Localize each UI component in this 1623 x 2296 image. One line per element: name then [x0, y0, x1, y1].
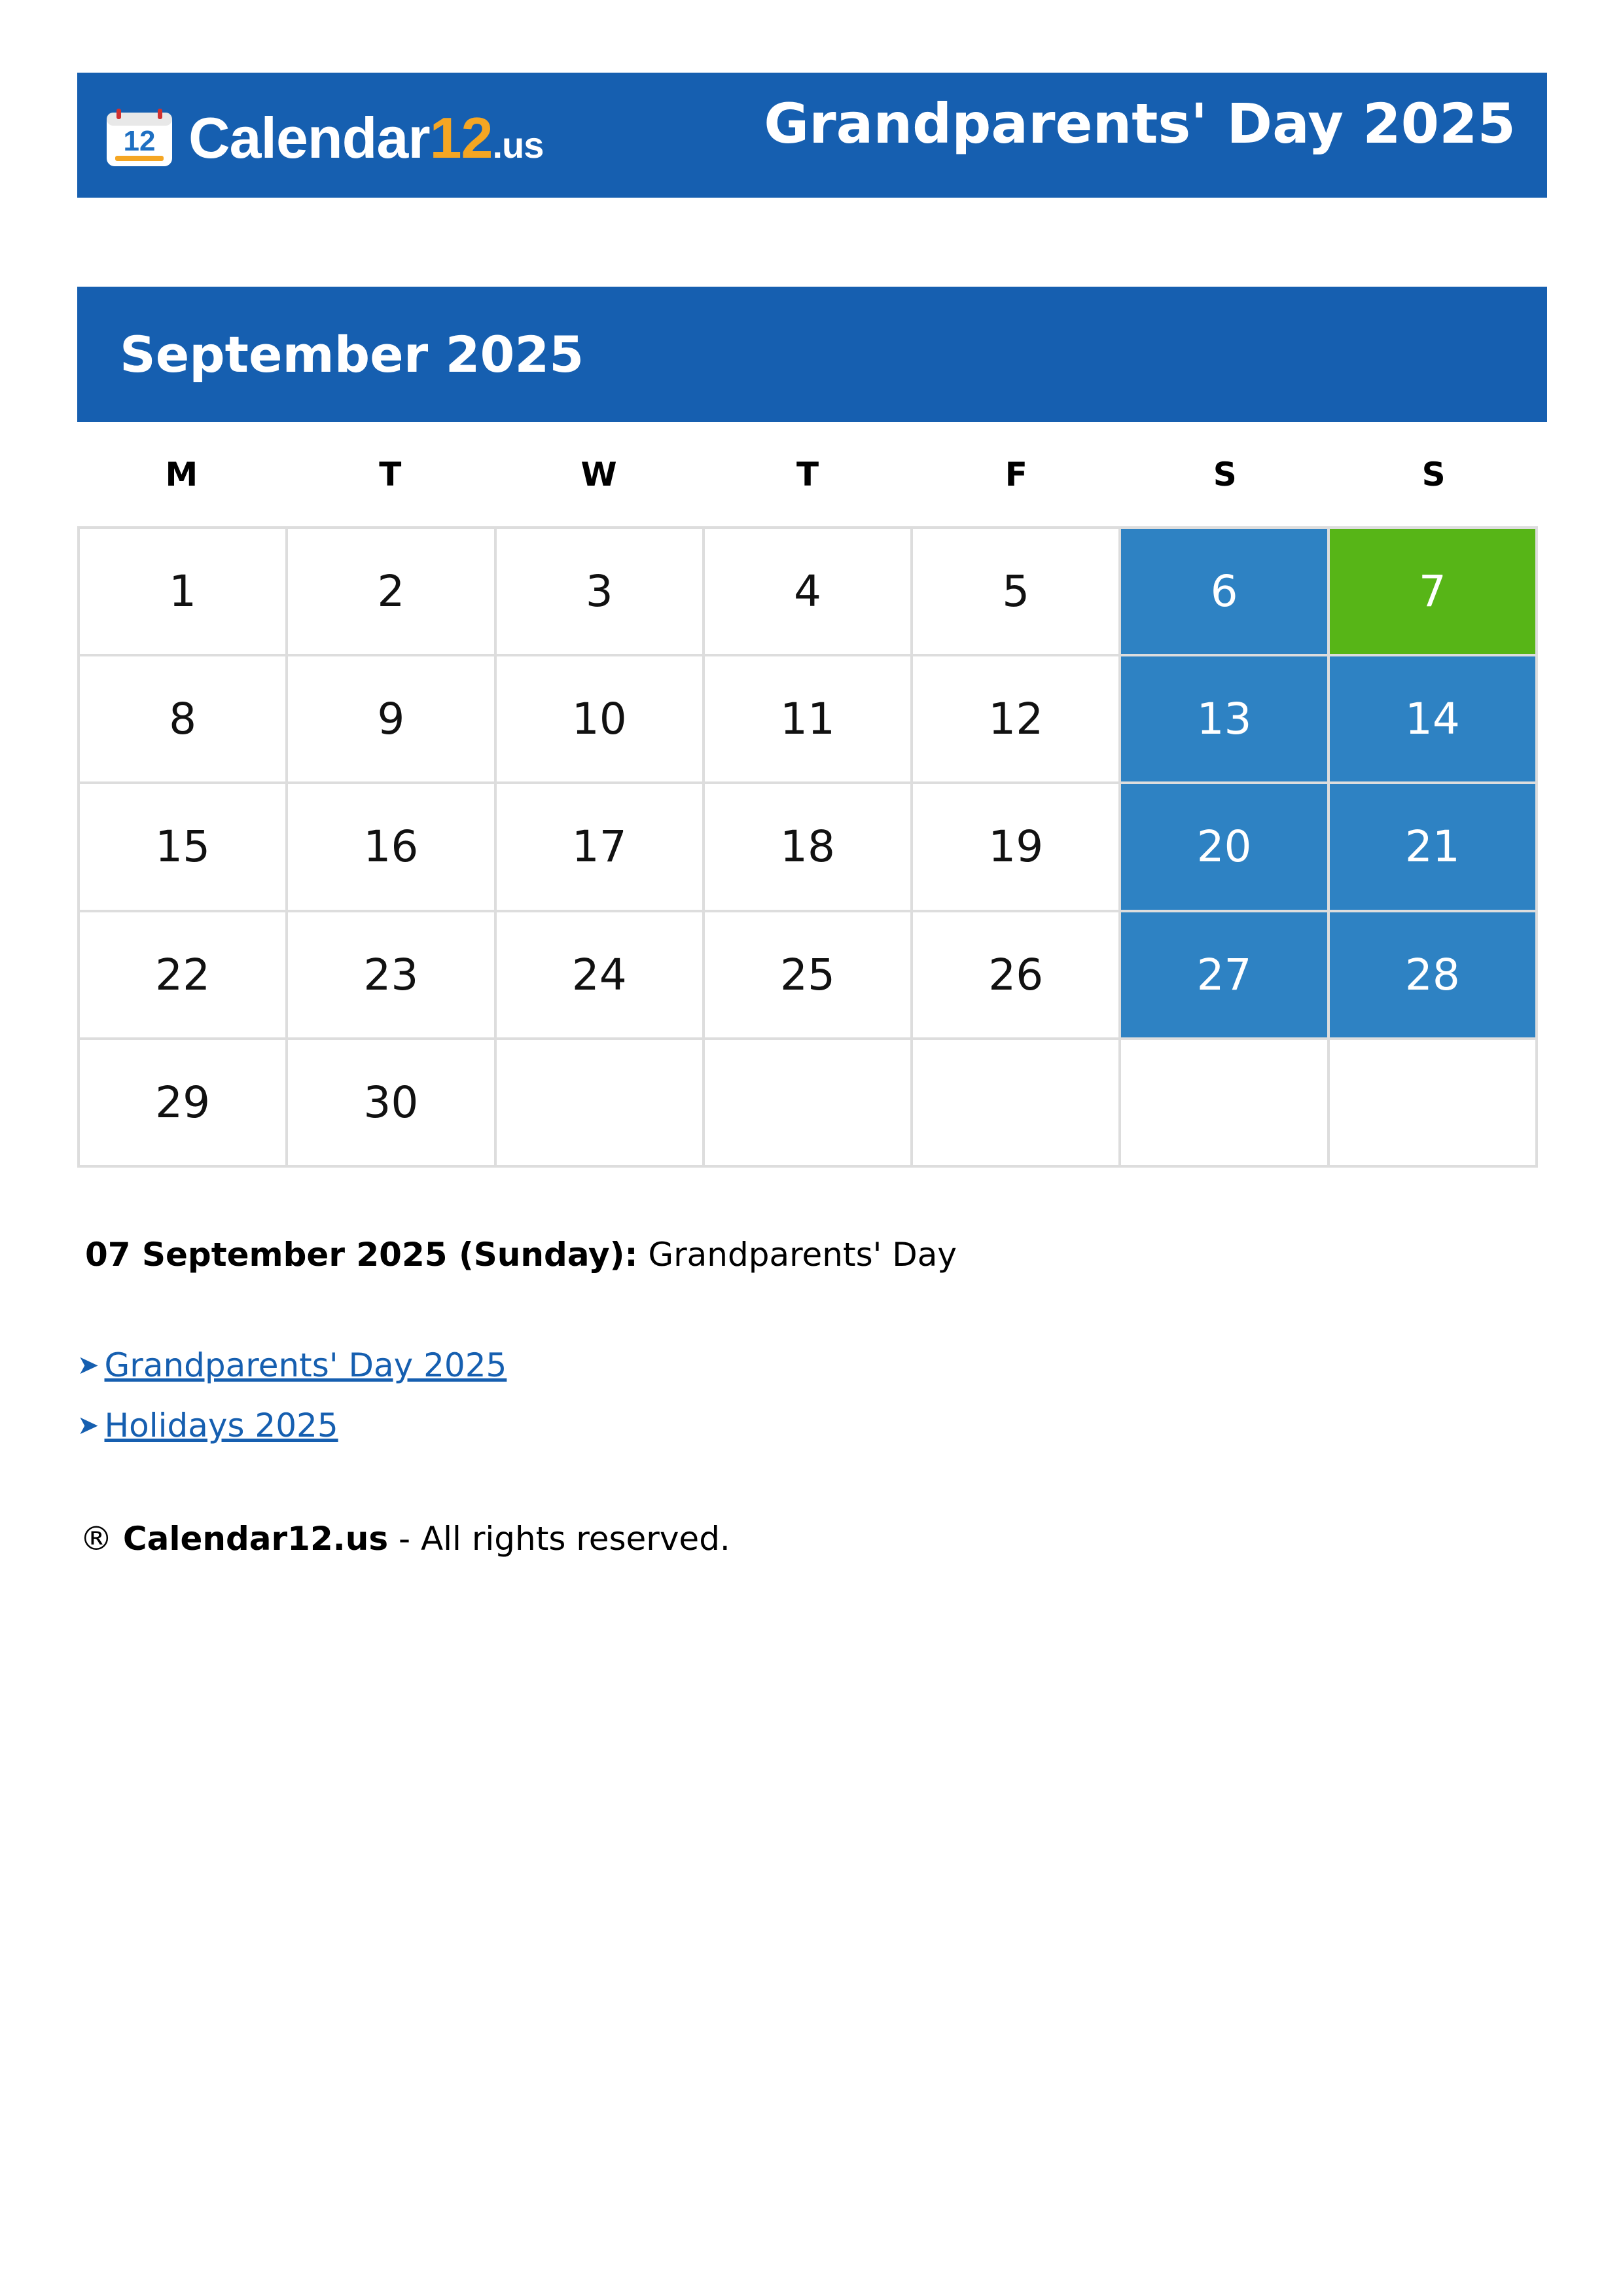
weekday-header-row [77, 445, 1538, 504]
weekend-day-cell: 20 [1121, 784, 1329, 912]
day-cell: 22 [80, 912, 288, 1040]
day-cell: 19 [913, 784, 1121, 912]
footer [80, 1520, 730, 1558]
empty-day-cell [1121, 1040, 1329, 1168]
page-title: Grandparents' Day 2025 [764, 92, 1516, 156]
month-title: September 2025 [120, 325, 584, 384]
day-cell: 15 [80, 784, 288, 912]
weekday-wednesday: W [580, 456, 617, 493]
site-logo[interactable] [105, 105, 543, 171]
empty-day-cell [497, 1040, 705, 1168]
day-cell: 17 [497, 784, 705, 912]
day-cell: 18 [705, 784, 913, 912]
weekend-day-cell: 13 [1121, 656, 1329, 784]
calendar-logo-icon [105, 109, 174, 168]
day-cell: 26 [913, 912, 1121, 1040]
empty-day-cell [1330, 1040, 1538, 1168]
link-item [77, 1335, 507, 1395]
logo-icon-number: 12 [123, 125, 156, 157]
weekday-thursday: T [796, 456, 819, 493]
day-cell: 16 [288, 784, 496, 912]
registered-symbol: ® [80, 1520, 113, 1558]
day-cell: 23 [288, 912, 496, 1040]
empty-day-cell [913, 1040, 1121, 1168]
day-cell: 30 [288, 1040, 496, 1168]
weekend-day-cell: 14 [1330, 656, 1538, 784]
day-cell: 5 [913, 529, 1121, 656]
arrow-right-icon: ➤ [77, 1410, 99, 1441]
weekday-monday: M [165, 456, 198, 493]
logo-suffix: .us [492, 124, 544, 166]
day-cell: 24 [497, 912, 705, 1040]
footer-brand: Calendar12.us [122, 1520, 389, 1558]
weekend-day-cell: 21 [1330, 784, 1538, 912]
logo-text [188, 105, 544, 170]
day-cell: 2 [288, 529, 496, 656]
month-banner [77, 287, 1547, 422]
day-cell: 11 [705, 656, 913, 784]
empty-day-cell [705, 1040, 913, 1168]
weekday-tuesday: T [379, 456, 402, 493]
day-cell: 9 [288, 656, 496, 784]
logo-number: 12 [429, 105, 493, 170]
weekend-day-cell: 6 [1121, 529, 1329, 656]
weekday-saturday: S [1213, 456, 1237, 493]
link-item [77, 1395, 507, 1456]
footer-text: - All rights reserved. [399, 1520, 730, 1558]
site-header [77, 73, 1547, 198]
calendar-grid [77, 526, 1538, 1168]
link-grandparents-day-2025[interactable]: Grandparents' Day 2025 [104, 1346, 507, 1384]
day-cell: 4 [705, 529, 913, 656]
day-cell: 29 [80, 1040, 288, 1168]
holiday-date: 07 September 2025 (Sunday): [85, 1236, 638, 1274]
logo-prefix: Calendar [188, 105, 430, 170]
weekend-day-cell: 27 [1121, 912, 1329, 1040]
holiday-description [85, 1236, 957, 1274]
holiday-day-cell: 7 [1330, 529, 1538, 656]
arrow-right-icon: ➤ [77, 1350, 99, 1380]
day-cell: 12 [913, 656, 1121, 784]
link-holidays-2025[interactable]: Holidays 2025 [104, 1407, 338, 1444]
day-cell: 25 [705, 912, 913, 1040]
related-links [77, 1335, 507, 1456]
weekday-sunday: S [1421, 456, 1446, 493]
day-cell: 3 [497, 529, 705, 656]
day-cell: 1 [80, 529, 288, 656]
weekend-day-cell: 28 [1330, 912, 1538, 1040]
day-cell: 8 [80, 656, 288, 784]
weekday-friday: F [1005, 456, 1027, 493]
day-cell: 10 [497, 656, 705, 784]
holiday-name: Grandparents' Day [648, 1236, 957, 1274]
